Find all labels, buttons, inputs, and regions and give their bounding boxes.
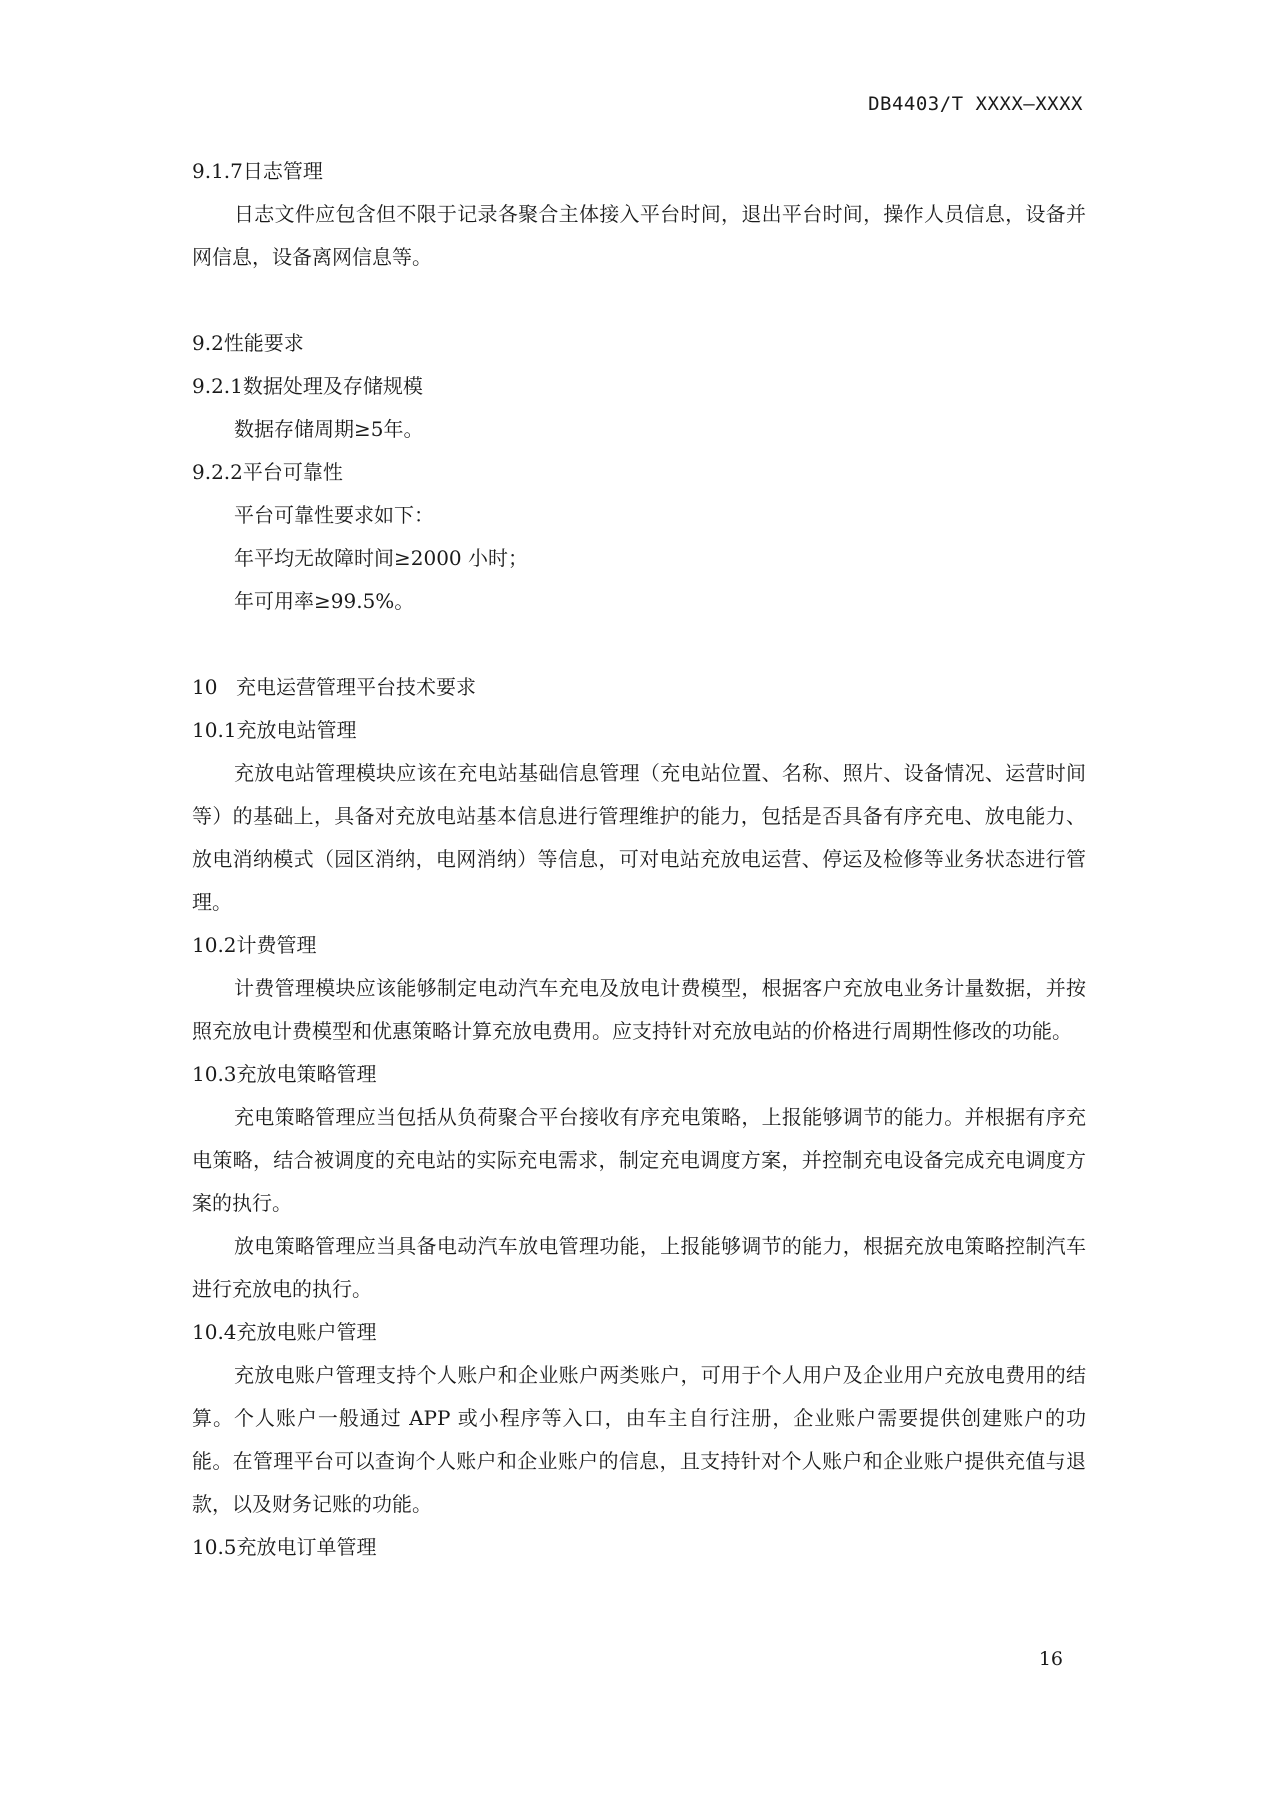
section-title: 充放电策略管理 — [236, 1062, 377, 1086]
document-code: DB4403/T XXXX—XXXX — [868, 93, 1083, 115]
section-number: 9.2.1 — [192, 374, 243, 398]
section-heading-9-2-1 — [192, 365, 1086, 408]
section-title: 性能要求 — [223, 331, 304, 355]
section-heading-9-2 — [192, 322, 1086, 365]
section-title: 计费管理 — [236, 933, 317, 957]
section-title: 数据处理及存储规模 — [242, 374, 423, 398]
section-paragraph: 日志文件应包含但不限于记录各聚合主体接入平台时间，退出平台时间，操作人员信息，设备并网信息，设备离网信息等。 — [192, 202, 1086, 269]
section-number: 10.1 — [192, 718, 237, 742]
section-heading-10-5 — [192, 1526, 1086, 1569]
section-paragraph: 充放电站管理模块应该在充电站基础信息管理（充电站位置、名称、照片、设备情况、运营时间等）的基础上，具备对充放电站基本信息进行管理维护的能力，包括是否具备有序充电、放电能力、放电消纳模式（园区消纳，电网消纳）等信息，可对电站充放电运营、停运及检修等业务状态进行管理。 — [192, 761, 1086, 914]
section-number: 10.2 — [192, 933, 237, 957]
document-body — [192, 150, 1086, 1569]
section-number: 10.5 — [192, 1535, 237, 1559]
section-paragraph: 充放电账户管理支持个人账户和企业账户两类账户，可用于个人用户及企业用户充放电费用的结算。个人账户一般通过 APP 或小程序等入口，由车主自行注册，企业账户需要提供创建账户的功能。在管理平台可以查询个人账户和企业账户的信息，且支持针对个人账户和企业账户提供充值与退款，以及财务记账的功能。 — [192, 1363, 1086, 1516]
section-heading-10-4 — [192, 1311, 1086, 1354]
section-title: 日志管理 — [242, 159, 323, 183]
section-number: 9.1.7 — [192, 159, 243, 183]
section-title: 平台可靠性 — [242, 460, 343, 484]
section-heading-10 — [192, 666, 1086, 709]
section-title: 充放电账户管理 — [236, 1320, 377, 1344]
section-number: 9.2.2 — [192, 460, 243, 484]
section-number: 10 — [192, 675, 218, 699]
section-heading-10-1 — [192, 709, 1086, 752]
section-line: 年可用率≥99.5%。 — [234, 589, 415, 613]
section-paragraph: 充电策略管理应当包括从负荷聚合平台接收有序充电策略，上报能够调节的能力。并根据有序充电策略，结合被调度的充电站的实际充电需求，制定充电调度方案，并控制充电设备完成充电调度方案的执行。 — [192, 1105, 1086, 1215]
section-number: 10.4 — [192, 1320, 237, 1344]
section-number: 10.3 — [192, 1062, 237, 1086]
page-number: 16 — [1038, 1648, 1063, 1670]
section-line: 数据存储周期≥5年。 — [234, 417, 424, 441]
section-heading-10-2 — [192, 924, 1086, 967]
section-heading-9-2-2 — [192, 451, 1086, 494]
section-title: 充电运营管理平台技术要求 — [236, 675, 476, 699]
section-heading-9-1-7 — [192, 150, 1086, 193]
section-line: 年平均无故障时间≥2000 小时； — [234, 546, 529, 570]
section-paragraph: 计费管理模块应该能够制定电动汽车充电及放电计费模型，根据客户充放电业务计量数据，并按照充放电计费模型和优惠策略计算充放电费用。应支持针对充放电站的价格进行周期性修改的功能。 — [192, 976, 1086, 1043]
section-number: 9.2 — [192, 331, 224, 355]
section-line: 平台可靠性要求如下： — [234, 503, 434, 527]
section-title: 充放电订单管理 — [236, 1535, 377, 1559]
section-paragraph: 放电策略管理应当具备电动汽车放电管理功能，上报能够调节的能力，根据充放电策略控制汽车进行充放电的执行。 — [192, 1234, 1086, 1301]
section-heading-10-3 — [192, 1053, 1086, 1096]
section-title: 充放电站管理 — [236, 718, 357, 742]
